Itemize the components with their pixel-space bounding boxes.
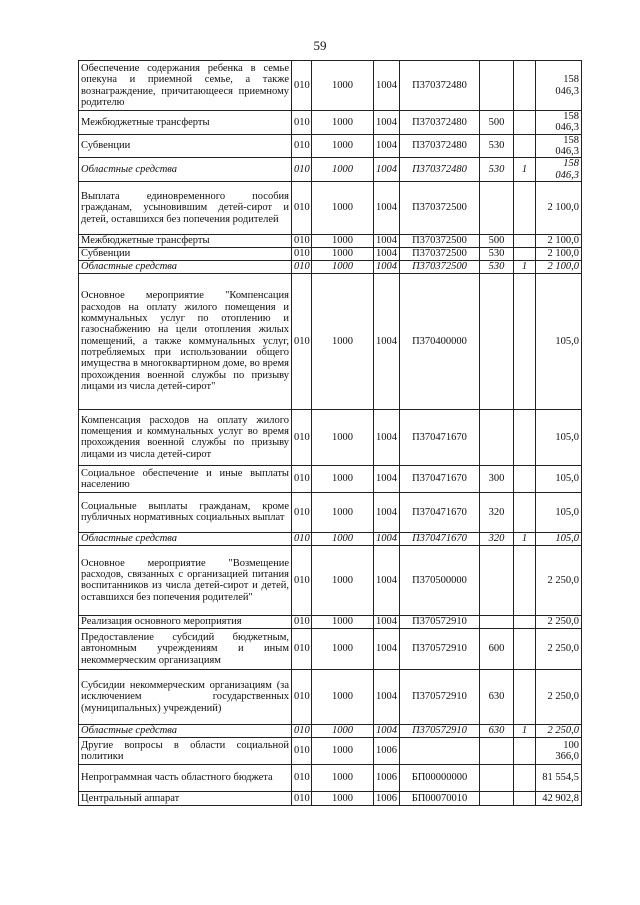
row-amount: 2 100,0 bbox=[536, 181, 582, 234]
row-grbs-code: 010 bbox=[292, 409, 312, 465]
row-section-code: 1000 bbox=[312, 134, 374, 158]
row-funding-source bbox=[514, 545, 536, 615]
row-name: Межбюджетные трансферты bbox=[79, 234, 292, 247]
row-expense-type bbox=[480, 737, 514, 764]
row-amount: 105,0 bbox=[536, 465, 582, 492]
row-funding-source: 1 bbox=[514, 532, 536, 545]
row-funding-source bbox=[514, 465, 536, 492]
row-section-code: 1000 bbox=[312, 791, 374, 805]
row-grbs-code: 010 bbox=[292, 158, 312, 182]
budget-table bbox=[78, 60, 582, 806]
row-section-code: 1000 bbox=[312, 532, 374, 545]
row-subsection-code: 1004 bbox=[374, 724, 400, 737]
row-section-code: 1000 bbox=[312, 247, 374, 260]
row-funding-source bbox=[514, 791, 536, 805]
row-funding-source bbox=[514, 628, 536, 669]
row-grbs-code: 010 bbox=[292, 134, 312, 158]
row-funding-source bbox=[514, 615, 536, 628]
row-grbs-code: 010 bbox=[292, 181, 312, 234]
row-subsection-code: 1004 bbox=[374, 545, 400, 615]
table-row bbox=[79, 724, 582, 737]
row-name: Субвенции bbox=[79, 134, 292, 158]
row-funding-source bbox=[514, 134, 536, 158]
row-section-code: 1000 bbox=[312, 465, 374, 492]
row-section-code: 1000 bbox=[312, 158, 374, 182]
row-amount: 2 250,0 bbox=[536, 545, 582, 615]
table-row bbox=[79, 532, 582, 545]
row-name: Областные средства bbox=[79, 158, 292, 182]
row-expense-type bbox=[480, 791, 514, 805]
row-subsection-code: 1004 bbox=[374, 273, 400, 409]
table-row bbox=[79, 545, 582, 615]
table-row bbox=[79, 465, 582, 492]
row-section-code: 1000 bbox=[312, 724, 374, 737]
table-row bbox=[79, 615, 582, 628]
row-expense-type bbox=[480, 615, 514, 628]
row-name: Социальное обеспечение и иные выплаты населению bbox=[79, 465, 292, 492]
row-funding-source bbox=[514, 111, 536, 135]
row-grbs-code: 010 bbox=[292, 737, 312, 764]
row-expense-type bbox=[480, 181, 514, 234]
row-amount: 2 250,0 bbox=[536, 628, 582, 669]
row-target-article: П370471670 bbox=[400, 465, 480, 492]
row-expense-type: 530 bbox=[480, 158, 514, 182]
row-expense-type: 530 bbox=[480, 260, 514, 273]
row-grbs-code: 010 bbox=[292, 260, 312, 273]
row-funding-source: 1 bbox=[514, 158, 536, 182]
row-expense-type: 320 bbox=[480, 492, 514, 532]
row-name: Субвенции bbox=[79, 247, 292, 260]
row-section-code: 1000 bbox=[312, 61, 374, 111]
row-subsection-code: 1004 bbox=[374, 134, 400, 158]
row-amount: 2 100,0 bbox=[536, 234, 582, 247]
row-funding-source bbox=[514, 247, 536, 260]
row-grbs-code: 010 bbox=[292, 465, 312, 492]
page-number: 59 bbox=[313, 38, 327, 53]
row-expense-type bbox=[480, 273, 514, 409]
row-section-code: 1000 bbox=[312, 111, 374, 135]
row-name: Обеспечение содержания ребенка в семье опекуна и приемной семье, а также вознаграждение, причитающееся приемному родителю bbox=[79, 61, 292, 111]
row-funding-source bbox=[514, 737, 536, 764]
row-expense-type bbox=[480, 764, 514, 791]
row-expense-type bbox=[480, 409, 514, 465]
row-subsection-code: 1004 bbox=[374, 247, 400, 260]
row-section-code: 1000 bbox=[312, 409, 374, 465]
row-funding-source bbox=[514, 181, 536, 234]
row-grbs-code: 010 bbox=[292, 492, 312, 532]
row-amount: 100 366,0 bbox=[536, 737, 582, 764]
row-subsection-code: 1006 bbox=[374, 791, 400, 805]
row-expense-type: 630 bbox=[480, 724, 514, 737]
row-target-article: П370372480 bbox=[400, 111, 480, 135]
row-expense-type: 530 bbox=[480, 134, 514, 158]
row-amount: 105,0 bbox=[536, 532, 582, 545]
row-expense-type bbox=[480, 61, 514, 111]
row-grbs-code: 010 bbox=[292, 247, 312, 260]
row-grbs-code: 010 bbox=[292, 628, 312, 669]
row-target-article: П370572910 bbox=[400, 615, 480, 628]
row-amount: 158 046,3 bbox=[536, 111, 582, 135]
row-section-code: 1000 bbox=[312, 545, 374, 615]
row-target-article: П370572910 bbox=[400, 724, 480, 737]
row-grbs-code: 010 bbox=[292, 669, 312, 724]
table-row bbox=[79, 61, 582, 111]
row-subsection-code: 1004 bbox=[374, 532, 400, 545]
table-row bbox=[79, 111, 582, 135]
row-name: Предоставление субсидий бюджетным, автономным учреждениям и иным некоммерческим организациям bbox=[79, 628, 292, 669]
table-row bbox=[79, 669, 582, 724]
row-subsection-code: 1004 bbox=[374, 181, 400, 234]
table-row bbox=[79, 181, 582, 234]
row-subsection-code: 1004 bbox=[374, 409, 400, 465]
table-row bbox=[79, 737, 582, 764]
row-amount: 2 250,0 bbox=[536, 615, 582, 628]
row-funding-source bbox=[514, 764, 536, 791]
row-amount: 105,0 bbox=[536, 492, 582, 532]
row-funding-source bbox=[514, 669, 536, 724]
row-grbs-code: 010 bbox=[292, 111, 312, 135]
row-amount: 2 250,0 bbox=[536, 669, 582, 724]
row-target-article: П370500000 bbox=[400, 545, 480, 615]
row-section-code: 1000 bbox=[312, 234, 374, 247]
row-amount: 105,0 bbox=[536, 409, 582, 465]
row-subsection-code: 1004 bbox=[374, 111, 400, 135]
row-name: Основное мероприятие "Компенсация расходов на оплату жилого помещения и коммунальных услуг по отоплению и газоснабжению на цели отопления жилых помещений, а также коммунальных услуг, потребляемых при использовании общего имущества в многоквартирном доме, во время прохождения военной службы по призыву лицами из числа детей-сирот" bbox=[79, 273, 292, 409]
row-amount: 42 902,8 bbox=[536, 791, 582, 805]
row-grbs-code: 010 bbox=[292, 532, 312, 545]
row-expense-type: 600 bbox=[480, 628, 514, 669]
row-subsection-code: 1004 bbox=[374, 628, 400, 669]
row-expense-type: 530 bbox=[480, 247, 514, 260]
row-grbs-code: 010 bbox=[292, 545, 312, 615]
table-row bbox=[79, 492, 582, 532]
row-section-code: 1000 bbox=[312, 273, 374, 409]
row-funding-source bbox=[514, 61, 536, 111]
row-section-code: 1000 bbox=[312, 181, 374, 234]
row-amount: 158 046,3 bbox=[536, 158, 582, 182]
row-funding-source: 1 bbox=[514, 260, 536, 273]
row-section-code: 1000 bbox=[312, 628, 374, 669]
row-subsection-code: 1004 bbox=[374, 615, 400, 628]
row-section-code: 1000 bbox=[312, 764, 374, 791]
table-row bbox=[79, 791, 582, 805]
row-subsection-code: 1004 bbox=[374, 669, 400, 724]
row-subsection-code: 1004 bbox=[374, 234, 400, 247]
row-name: Областные средства bbox=[79, 532, 292, 545]
table-row bbox=[79, 409, 582, 465]
row-grbs-code: 010 bbox=[292, 615, 312, 628]
row-target-article: П370572910 bbox=[400, 669, 480, 724]
table-row bbox=[79, 158, 582, 182]
row-subsection-code: 1004 bbox=[374, 260, 400, 273]
row-funding-source: 1 bbox=[514, 724, 536, 737]
row-target-article: П370372480 bbox=[400, 134, 480, 158]
row-target-article: П370372500 bbox=[400, 247, 480, 260]
row-funding-source bbox=[514, 273, 536, 409]
row-amount: 105,0 bbox=[536, 273, 582, 409]
row-name: Реализация основного мероприятия bbox=[79, 615, 292, 628]
row-section-code: 1000 bbox=[312, 260, 374, 273]
row-section-code: 1000 bbox=[312, 615, 374, 628]
row-grbs-code: 010 bbox=[292, 61, 312, 111]
row-target-article: П370400000 bbox=[400, 273, 480, 409]
table-row bbox=[79, 234, 582, 247]
row-target-article: П370372500 bbox=[400, 181, 480, 234]
row-amount: 81 554,5 bbox=[536, 764, 582, 791]
budget-table-body bbox=[79, 61, 582, 806]
row-expense-type: 320 bbox=[480, 532, 514, 545]
row-target-article: П370471670 bbox=[400, 532, 480, 545]
row-amount: 2 250,0 bbox=[536, 724, 582, 737]
row-target-article: П370372500 bbox=[400, 260, 480, 273]
row-grbs-code: 010 bbox=[292, 724, 312, 737]
row-subsection-code: 1004 bbox=[374, 158, 400, 182]
row-name: Межбюджетные трансферты bbox=[79, 111, 292, 135]
table-row bbox=[79, 134, 582, 158]
row-target-article: БП00070010 bbox=[400, 791, 480, 805]
table-row bbox=[79, 260, 582, 273]
row-subsection-code: 1004 bbox=[374, 492, 400, 532]
table-row bbox=[79, 764, 582, 791]
row-grbs-code: 010 bbox=[292, 791, 312, 805]
row-name: Областные средства bbox=[79, 724, 292, 737]
row-amount: 2 100,0 bbox=[536, 260, 582, 273]
row-funding-source bbox=[514, 492, 536, 532]
row-target-article bbox=[400, 737, 480, 764]
row-name: Компенсация расходов на оплату жилого помещения и коммунальных услуг во время прохождения военной службы по призыву лицами из числа детей-сирот bbox=[79, 409, 292, 465]
row-amount: 2 100,0 bbox=[536, 247, 582, 260]
row-target-article: П370372480 bbox=[400, 61, 480, 111]
row-target-article: П370471670 bbox=[400, 492, 480, 532]
row-expense-type: 500 bbox=[480, 234, 514, 247]
row-name: Выплата единовременного пособия гражданам, усыновившим детей-сирот и детей, оставшихся без попечения родителей bbox=[79, 181, 292, 234]
row-expense-type: 630 bbox=[480, 669, 514, 724]
row-name: Другие вопросы в области социальной политики bbox=[79, 737, 292, 764]
row-grbs-code: 010 bbox=[292, 273, 312, 409]
row-funding-source bbox=[514, 234, 536, 247]
row-grbs-code: 010 bbox=[292, 764, 312, 791]
row-section-code: 1000 bbox=[312, 669, 374, 724]
row-subsection-code: 1004 bbox=[374, 61, 400, 111]
row-name: Субсидии некоммерческим организациям (за исключением государственных (муниципальных) учреждений) bbox=[79, 669, 292, 724]
row-target-article: П370572910 bbox=[400, 628, 480, 669]
table-row bbox=[79, 273, 582, 409]
row-name: Социальные выплаты гражданам, кроме публичных нормативных социальных выплат bbox=[79, 492, 292, 532]
table-row bbox=[79, 628, 582, 669]
row-target-article: П370372500 bbox=[400, 234, 480, 247]
row-target-article: П370372480 bbox=[400, 158, 480, 182]
row-expense-type: 300 bbox=[480, 465, 514, 492]
row-subsection-code: 1006 bbox=[374, 764, 400, 791]
row-subsection-code: 1006 bbox=[374, 737, 400, 764]
row-section-code: 1000 bbox=[312, 737, 374, 764]
row-grbs-code: 010 bbox=[292, 234, 312, 247]
row-expense-type: 500 bbox=[480, 111, 514, 135]
row-expense-type bbox=[480, 545, 514, 615]
row-name: Областные средства bbox=[79, 260, 292, 273]
row-target-article: БП00000000 bbox=[400, 764, 480, 791]
row-funding-source bbox=[514, 409, 536, 465]
row-target-article: П370471670 bbox=[400, 409, 480, 465]
row-amount: 158 046,3 bbox=[536, 61, 582, 111]
row-subsection-code: 1004 bbox=[374, 465, 400, 492]
row-name: Непрограммная часть областного бюджета bbox=[79, 764, 292, 791]
row-name: Центральный аппарат bbox=[79, 791, 292, 805]
row-amount: 158 046,3 bbox=[536, 134, 582, 158]
table-row bbox=[79, 247, 582, 260]
row-name: Основное мероприятие "Возмещение расходов, связанных с организацией питания воспитанников из числа детей-сирот и детей, оставшихся без попечения родителей" bbox=[79, 545, 292, 615]
row-section-code: 1000 bbox=[312, 492, 374, 532]
